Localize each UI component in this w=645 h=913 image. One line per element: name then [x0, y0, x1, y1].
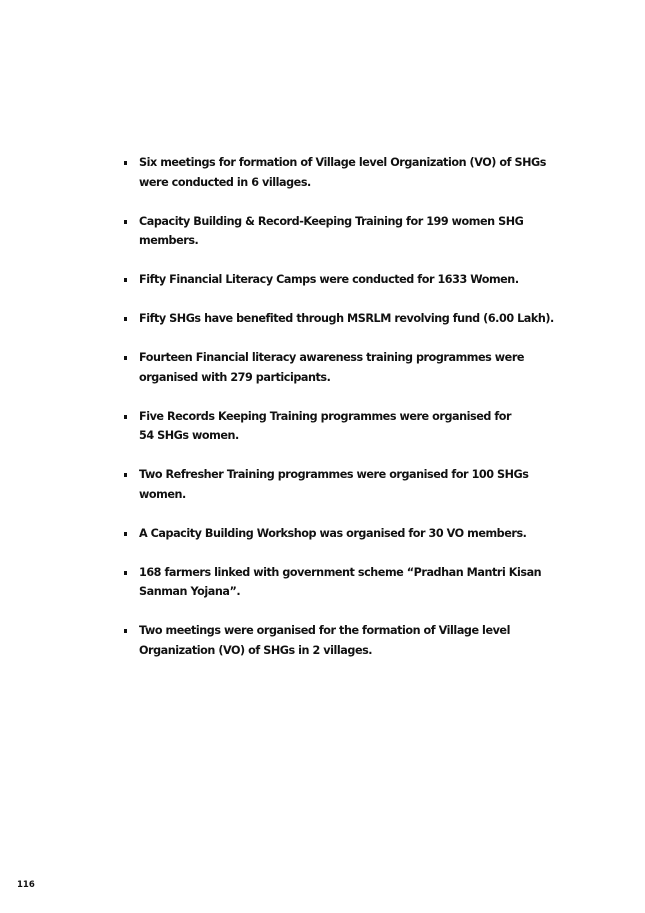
bullet-icon — [124, 532, 127, 536]
bullet-text-line: Capacity Building & Record-Keeping Training for 199 women SHG — [139, 214, 524, 228]
bullet-text-line: Fourteen Financial literacy awareness training programmes were — [139, 351, 525, 364]
bullet-text-line: Sanman Yojana”. — [139, 585, 241, 598]
bullet-text-line: Organization (VO) of SHGs in 2 villages. — [139, 643, 373, 657]
bullet-text-line: 168 farmers linked with government scheme “Pradhan Mantri Kisan — [139, 565, 542, 579]
bullet-icon — [124, 356, 127, 360]
bullet-item — [124, 212, 534, 251]
bullet-item — [124, 563, 542, 602]
bullet-icon — [124, 220, 127, 224]
bullet-item — [124, 348, 534, 387]
bullet-icon — [124, 473, 127, 477]
bullet-text-line: members. — [139, 234, 199, 247]
bullet-text-line: Five Records Keeping Training programmes were organised for — [139, 409, 512, 423]
bullet-item — [124, 407, 534, 446]
bullet-icon — [124, 571, 127, 575]
bullet-item — [124, 153, 546, 192]
bullet-text-line: Two meetings were organised for the formation of Village level — [139, 624, 510, 637]
bullet-item — [124, 270, 534, 290]
page-number: 116 — [17, 880, 35, 890]
bullet-text-line: Fifty SHGs have benefited through MSRLM revolving fund (6.00 Lakh). — [139, 312, 554, 325]
bullet-icon — [124, 317, 127, 321]
bullet-text-line: Six meetings for formation of Village level Organization (VO) of SHGs — [139, 156, 546, 169]
bullet-icon — [124, 278, 127, 282]
bullet-icon — [124, 161, 127, 165]
bullet-item — [124, 524, 534, 544]
bullet-text-line: 54 SHGs women. — [139, 429, 239, 442]
bullet-text-line: organised with 279 participants. — [139, 370, 331, 384]
bullet-text-line: Two Refresher Training programmes were organised for 100 SHGs — [139, 468, 529, 481]
bullet-item — [124, 465, 534, 504]
bullet-text-line: women. — [139, 487, 186, 501]
bullet-icon — [124, 415, 127, 419]
bullet-text-line: Fifty Financial Literacy Camps were conducted for 1633 Women. — [139, 273, 519, 286]
bullet-text-line: A Capacity Building Workshop was organised for 30 VO members. — [139, 526, 527, 540]
bullet-item — [124, 309, 554, 329]
bullet-item — [124, 621, 534, 660]
bullet-text-line: were conducted in 6 villages. — [139, 175, 311, 189]
achievements-bullet-list — [124, 153, 554, 680]
bullet-icon — [124, 629, 127, 633]
